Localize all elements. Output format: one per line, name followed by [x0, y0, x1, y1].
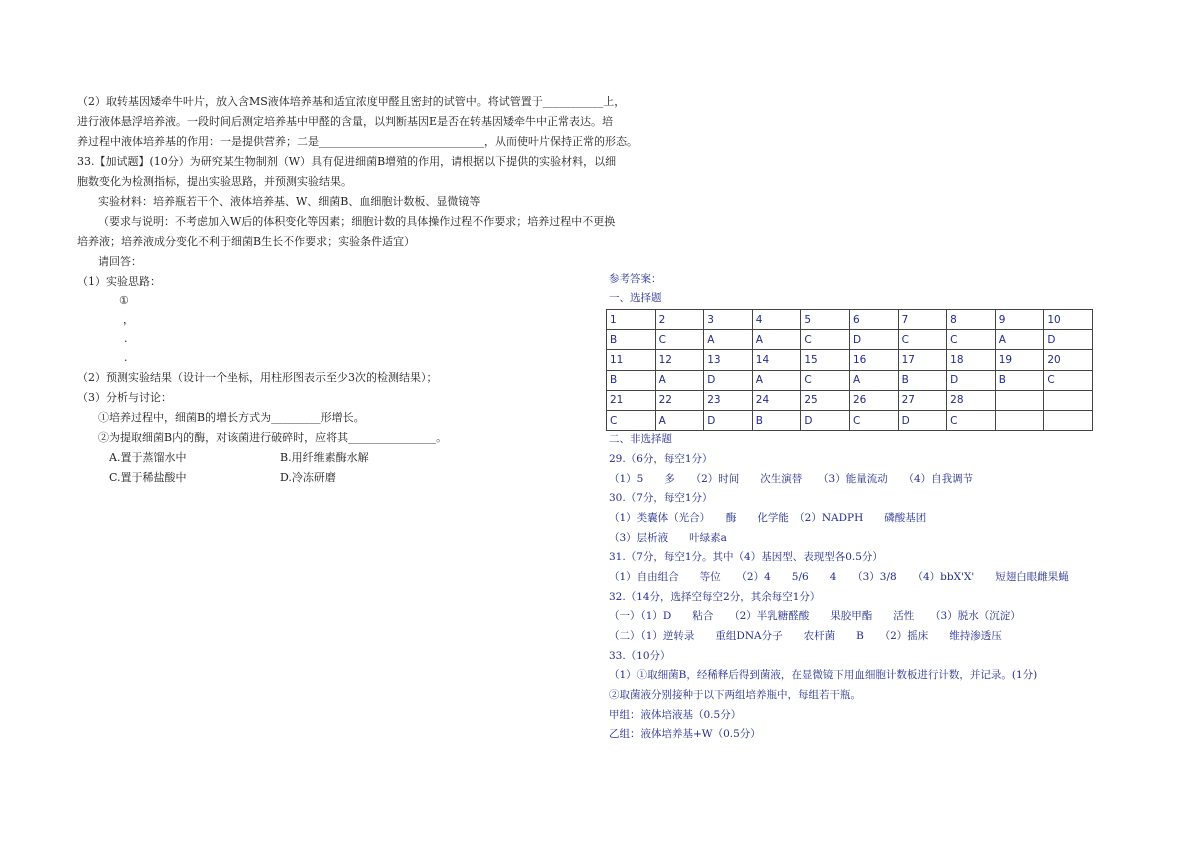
- answer-table-cell: C: [947, 330, 996, 350]
- step-marker: ①: [119, 294, 129, 307]
- answer-table-cell: 20: [1044, 350, 1093, 370]
- answer-table-cell: C: [655, 330, 704, 350]
- answer-table-cell: A: [752, 330, 801, 350]
- answer-table-cell: C: [607, 410, 656, 430]
- step-marker: .: [124, 332, 128, 345]
- answer-table-cell: D: [849, 330, 898, 350]
- answer-table-cell: D: [898, 410, 947, 430]
- answer-line: 32.（14分，选择空每空2分，其余每空1分）: [609, 591, 821, 603]
- answer-table-cell: [995, 410, 1044, 430]
- answer-table-cell: [1044, 410, 1093, 430]
- question-text-line: 进行液体悬浮培养液。一段时间后测定培养基中甲醛的含量，以判断基因E是否在转基因矮牵牛中正常表达。培: [77, 115, 614, 128]
- answer-table-cell: B: [898, 370, 947, 390]
- answer-table-cell: B: [607, 330, 656, 350]
- option-c: C.置于稀盐酸中: [109, 471, 187, 484]
- answer-table-cell: C: [849, 410, 898, 430]
- answer-table-cell: B: [752, 410, 801, 430]
- answer-table-cell: [1044, 390, 1093, 410]
- answer-table-row: [607, 410, 1093, 430]
- materials-line: 实验材料：培养瓶若干个、液体培养基、W、细菌B、血细胞计数板、显微镜等: [98, 195, 481, 208]
- answer-table-cell: C: [801, 370, 850, 390]
- answer-table-cell: 26: [849, 390, 898, 410]
- option-d: D.冷冻研磨: [280, 471, 336, 484]
- answer-table-cell: A: [655, 410, 704, 430]
- answer-line: 乙组：液体培养基+W（0.5分）: [609, 728, 761, 740]
- step-marker: ，: [123, 313, 134, 326]
- answer-table-cell: 28: [947, 390, 996, 410]
- answer-table-cell: 14: [752, 350, 801, 370]
- answer-line: 31.（7分，每空1分。其中（4）基因型、表现型各0.5分）: [609, 551, 883, 563]
- answer-table-cell: D: [704, 410, 753, 430]
- answer-table-cell: C: [898, 330, 947, 350]
- discussion-line: ①培养过程中，细菌B的增长方式为_________形增长。: [98, 411, 365, 424]
- section-choice-title: 一、选择题: [609, 292, 662, 304]
- answer-table-cell: D: [801, 410, 850, 430]
- answer-table-cell: 15: [801, 350, 850, 370]
- question-text-line: 胞数变化为检测指标，提出实验思路，并预测实验结果。: [77, 175, 352, 188]
- answer-line: （二）（1）逆转录 重组DNA分子 农杆菌 B （2）摇床 维持渗透压: [609, 630, 1002, 642]
- answer-table-cell: 17: [898, 350, 947, 370]
- answer-line: （1）5 多 （2）时间 次生演替 （3）能量流动 （4）自我调节: [609, 473, 974, 485]
- answer-table-cell: A: [655, 370, 704, 390]
- answer-table-cell: A: [995, 330, 1044, 350]
- answer-table-cell: 24: [752, 390, 801, 410]
- answer-table-cell: 25: [801, 390, 850, 410]
- answer-line: （一）（1）D 粘合 （2）半乳糖醛酸 果胶甲酯 活性 （3）脱水（沉淀）: [609, 610, 1021, 622]
- answer-table-cell: D: [947, 370, 996, 390]
- answer-table-cell: 3: [704, 310, 753, 330]
- answer-table-cell: 10: [1044, 310, 1093, 330]
- answer-table-cell: B: [995, 370, 1044, 390]
- question-33-title: 33.【加试题】(10分）为研究某生物制剂（W）具有促进细菌B增殖的作用，请根据以下提供的实验材料，以细: [77, 155, 617, 168]
- answer-table-cell: 4: [752, 310, 801, 330]
- answer-prompt: 请回答：: [98, 255, 142, 268]
- discussion-line: ②为提取细菌B内的酶，对该菌进行破碎时，应将其________________。: [98, 431, 448, 444]
- answer-line: ②取菌液分别接种于以下两组培养瓶中，每组若干瓶。: [609, 689, 861, 701]
- step-marker: .: [124, 351, 128, 364]
- answer-table-cell: 8: [947, 310, 996, 330]
- requirements-line: （要求与说明：不考虑加入W后的体积变化等因素；细胞计数的具体操作过程不作要求；培养过程中不更换: [98, 215, 616, 228]
- answer-table-cell: D: [1044, 330, 1093, 350]
- answer-table-cell: A: [752, 370, 801, 390]
- answer-table-cell: 18: [947, 350, 996, 370]
- option-a: A.置于蒸馏水中: [109, 451, 187, 464]
- answer-table-cell: 5: [801, 310, 850, 330]
- answer-line: （3）层析液 叶绿素a: [609, 532, 727, 544]
- subquestion-2: （2）预测实验结果（设计一个坐标，用柱形图表示至少3次的检测结果）；: [77, 371, 438, 384]
- question-text-line: 养过程中液体培养基的作用：一是提供营养；二是______________________________，从而使叶片保持正常的形态。: [77, 135, 638, 148]
- subquestion-3: （3）分析与讨论：: [77, 391, 172, 404]
- answer-key-title: 参考答案：: [609, 273, 662, 285]
- answer-table-cell: 2: [655, 310, 704, 330]
- answer-line: （1）自由组合 等位 （2）4 5/6 4 （3）3/8 （4）bbX'X' 短翅白眼雌果蝇: [609, 571, 1069, 583]
- answer-line: 30.（7分，每空1分）: [609, 492, 713, 504]
- answer-table-cell: A: [704, 330, 753, 350]
- answer-table-cell: A: [849, 370, 898, 390]
- answer-table-cell: 27: [898, 390, 947, 410]
- option-b: B.用纤维素酶水解: [280, 451, 369, 464]
- answer-table-cell: C: [801, 330, 850, 350]
- answer-table-cell: 21: [607, 390, 656, 410]
- answer-table-row: [607, 390, 1093, 410]
- answer-table-cell: 22: [655, 390, 704, 410]
- answer-table-cell: 1: [607, 310, 656, 330]
- answer-table-cell: B: [607, 370, 656, 390]
- answer-table-cell: 12: [655, 350, 704, 370]
- answer-line: 甲组：液体培液基（0.5分）: [609, 709, 742, 721]
- answer-table-cell: 19: [995, 350, 1044, 370]
- answer-line: 33.（10分）: [609, 650, 671, 662]
- answer-table-cell: 23: [704, 390, 753, 410]
- answer-table-row: [607, 370, 1093, 390]
- requirements-line: 培养液；培养液成分变化不利于细菌B生长不作要求；实验条件适宜）: [77, 235, 416, 248]
- choice-answer-table: [606, 309, 1093, 431]
- answer-line: （1）类囊体（光合） 酶 化学能 （2）NADPH 磷酸基团: [609, 512, 927, 524]
- answer-table-row: [607, 330, 1093, 350]
- question-text-line: （2）取转基因矮牵牛叶片，放入含MS液体培养基和适宜浓度甲醛且密封的试管中。将试管置于___________上，: [77, 95, 626, 108]
- answer-table-cell: [995, 390, 1044, 410]
- section-nonchoice-title: 二、非选择题: [609, 433, 672, 445]
- answer-table-cell: 16: [849, 350, 898, 370]
- answer-line: （1）①取细菌B，经稀释后得到菌液，在显微镜下用血细胞计数板进行计数，并记录。(1分): [609, 669, 1038, 681]
- answer-line: 29.（6分，每空1分）: [609, 453, 713, 465]
- answer-table-cell: D: [704, 370, 753, 390]
- answer-table-cell: C: [947, 410, 996, 430]
- answer-table-row: [607, 310, 1093, 330]
- answer-table-cell: 11: [607, 350, 656, 370]
- subquestion-1: （1）实验思路：: [77, 275, 161, 288]
- answer-table-cell: 6: [849, 310, 898, 330]
- answer-table-cell: C: [1044, 370, 1093, 390]
- answer-table-cell: 7: [898, 310, 947, 330]
- answer-table-cell: 9: [995, 310, 1044, 330]
- answer-table-row: [607, 350, 1093, 370]
- answer-table-cell: 13: [704, 350, 753, 370]
